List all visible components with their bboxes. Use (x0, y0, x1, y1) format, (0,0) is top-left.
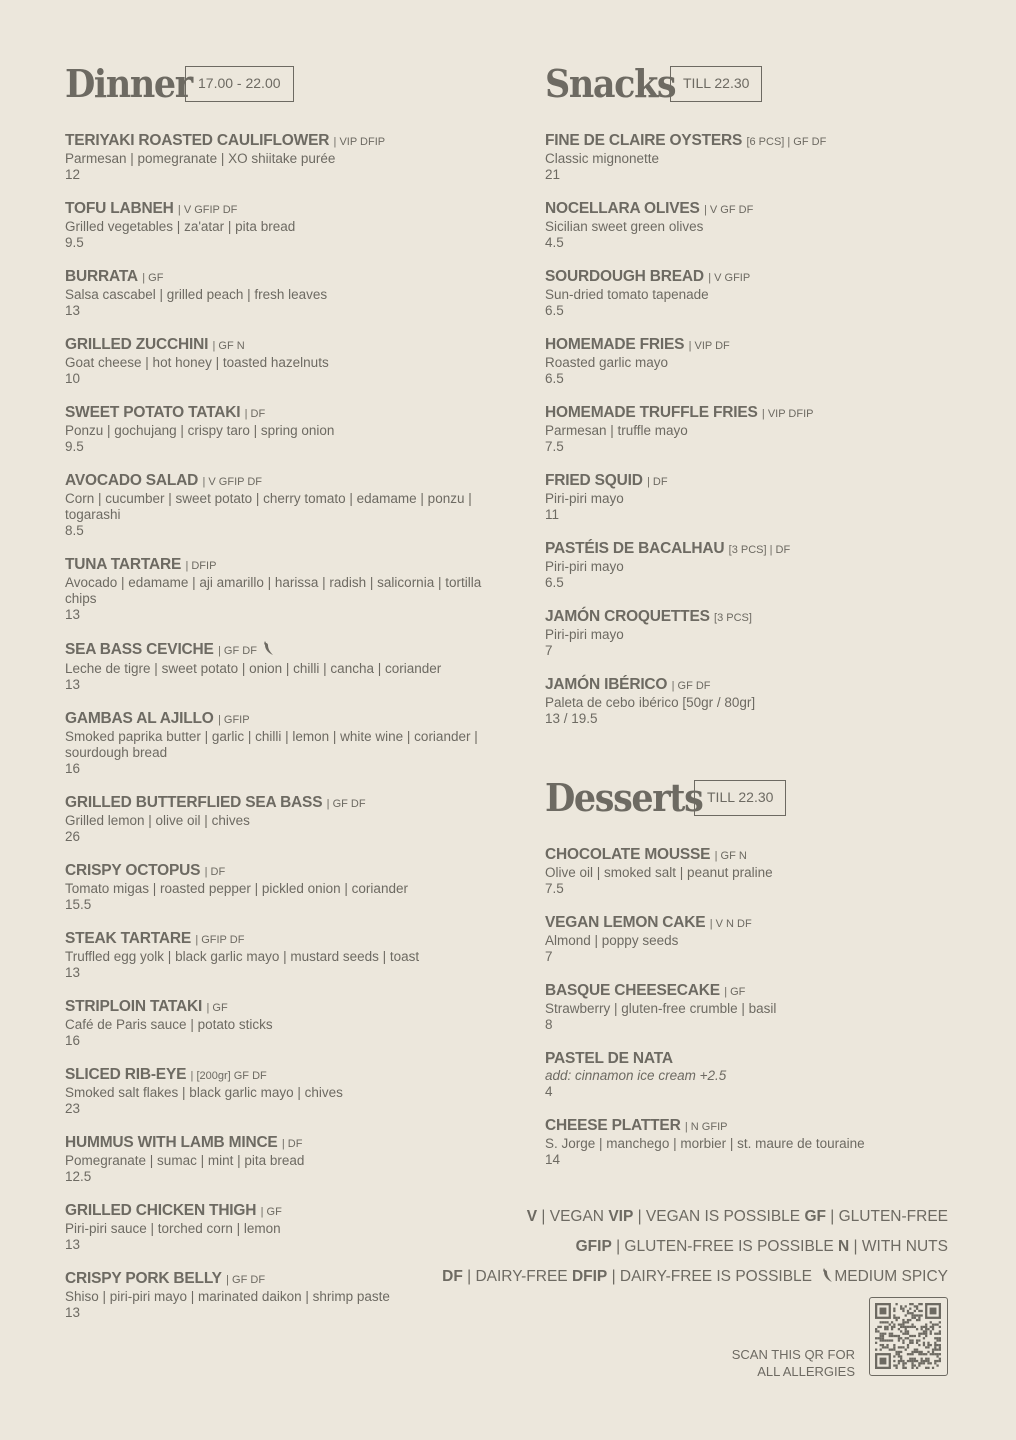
legend-v-code: V (526, 1208, 538, 1225)
menu-item-name: JAMÓN CROQUETTES (545, 608, 710, 625)
menu-item-description: Sicilian sweet green olives (545, 219, 704, 234)
menu-item-name: GRILLED BUTTERFLIED SEA BASS (65, 794, 323, 811)
menu-item-description: Grilled lemon | olive oil | chives (65, 813, 250, 828)
menu-item-description: Almond | poppy seeds (545, 933, 679, 948)
menu-item-tags: | VIP DF (688, 340, 730, 352)
menu-item (545, 1050, 965, 1100)
menu-item (65, 132, 485, 183)
menu-item-name: GRILLED CHICKEN THIGH (65, 1202, 257, 1219)
menu-item-name: FINE DE CLAIRE OYSTERS (545, 132, 743, 149)
menu-item-description: Parmesan | pomegranate | XO shiitake purée (65, 151, 336, 166)
menu-item-description: Tomato migas | roasted pepper | pickled onion | coriander (65, 881, 408, 896)
desserts-title: Desserts (545, 775, 703, 820)
menu-item (545, 404, 965, 455)
dinner-section (65, 62, 485, 1338)
menu-item-title (65, 862, 485, 881)
menu-item (545, 982, 965, 1033)
menu-item-tags: | V GFIP DF (202, 476, 262, 488)
menu-item-description: Café de Paris sauce | potato sticks (65, 1017, 273, 1032)
menu-item-tags: | GF (724, 986, 746, 998)
menu-item-description: Piri-piri mayo (545, 491, 624, 506)
menu-item-note: add: cinnamon ice cream +2.5 (545, 1068, 727, 1083)
menu-item (65, 998, 485, 1049)
menu-item-tags: | V GFIP (708, 272, 751, 284)
menu-item (65, 268, 485, 319)
menu-item-price: 7.5 (545, 881, 564, 896)
menu-item-title (545, 914, 965, 933)
menu-item-name: STRIPLOIN TATAKI (65, 998, 203, 1015)
menu-item-title (65, 710, 485, 729)
menu-item-name: VEGAN LEMON CAKE (545, 914, 706, 931)
menu-item-title (545, 1050, 965, 1068)
legend-spicy-text: MEDIUM SPICY (834, 1268, 948, 1285)
menu-item-title (545, 982, 965, 1001)
menu-item-description: Pomegranate | sumac | mint | pita bread (65, 1153, 305, 1168)
menu-item-title (65, 404, 485, 423)
menu-item-name: SWEET POTATO TATAKI (65, 404, 241, 421)
menu-item-title (545, 200, 965, 219)
menu-item-tags: | V GFIP DF (177, 204, 238, 216)
menu-item-title (545, 608, 965, 627)
menu-item-description: Corn | cucumber | sweet potato | cherry tomato | edamame | ponzu | togarashi (65, 491, 472, 522)
qr-block (731, 1297, 948, 1379)
menu-item-description: Shiso | piri-piri mayo | marinated daikon | shrimp paste (65, 1289, 390, 1304)
qr-code[interactable] (869, 1297, 948, 1376)
menu-item-name: STEAK TARTARE (65, 930, 191, 947)
menu-item-price: 12 (65, 167, 81, 182)
menu-item-title (65, 930, 485, 949)
menu-item-description: Piri-piri mayo (545, 627, 624, 642)
menu-item-tags: | V N DF (709, 918, 752, 930)
menu-item-tags: | GFIP DF (195, 934, 245, 946)
menu-item-tags: | DF (204, 866, 226, 878)
legend-line-3 (442, 1262, 948, 1294)
menu-item-price: 16 (65, 761, 81, 776)
menu-item-price: 13 (65, 1237, 81, 1252)
menu-item-tags: | GF N (714, 850, 747, 862)
menu-item (65, 710, 485, 777)
menu-item-description: Ponzu | gochujang | crispy taro | spring onion (65, 423, 335, 438)
snacks-items (545, 132, 965, 727)
menu-item (545, 676, 965, 727)
menu-item-name: GRILLED ZUCCHINI (65, 336, 209, 353)
legend-v-text: | VEGAN (537, 1208, 609, 1225)
menu-item-tags: | GFIP (217, 714, 250, 726)
menu-item-title (65, 998, 485, 1017)
menu-item (65, 200, 485, 251)
menu-item-tags: | GF DF (326, 798, 366, 810)
menu-item (545, 268, 965, 319)
menu-item-tags: | GF DF (226, 1274, 266, 1286)
menu-item-title (65, 794, 485, 813)
menu-item (545, 132, 965, 183)
snacks-time-badge: TILL 22.30 (670, 66, 762, 102)
menu-item (65, 336, 485, 387)
menu-item-price: 12.5 (65, 1169, 92, 1184)
menu-item (65, 1270, 485, 1321)
menu-item-name: CHEESE PLATTER (545, 1117, 681, 1134)
menu-item-description: Goat cheese | hot honey | toasted hazelnuts (65, 355, 329, 370)
menu-item-tags: | N GFIP (684, 1121, 728, 1133)
menu-item-tags: | DF (281, 1138, 303, 1150)
menu-item-description: S. Jorge | manchego | morbier | st. maure de touraine (545, 1136, 865, 1151)
menu-item-description: Smoked paprika butter | garlic | chilli | lemon | white wine | coriander | sourdough bread (65, 729, 478, 760)
menu-item-title (545, 268, 965, 287)
menu-item-tags: | GF N (212, 340, 245, 352)
menu-item-tags: | VIP DFIP (333, 136, 386, 148)
menu-item-description: Truffled egg yolk | black garlic mayo | mustard seeds | toast (65, 949, 420, 964)
menu-item (65, 404, 485, 455)
menu-item (65, 794, 485, 845)
legend-df-code: DF (442, 1268, 463, 1285)
menu-item-title (65, 1270, 485, 1289)
menu-item (65, 1134, 485, 1185)
menu-item (65, 1202, 485, 1253)
menu-item-tags: | GF (260, 1206, 282, 1218)
menu-item (545, 1117, 965, 1168)
chili-pepper-icon (820, 1264, 834, 1294)
desserts-items (545, 846, 965, 1168)
dinner-title: Dinner (65, 61, 192, 106)
menu-item-title (65, 640, 485, 661)
menu-item-name: TOFU LABNEH (65, 200, 174, 217)
desserts-section (545, 776, 965, 1185)
qr-code-icon (875, 1303, 941, 1369)
menu-item-title (545, 540, 965, 559)
menu-item-price: 8 (545, 1017, 553, 1032)
dinner-header (65, 62, 485, 106)
menu-item-description: Classic mignonette (545, 151, 660, 166)
menu-item-description: Paleta de cebo ibérico [50gr / 80gr] (545, 695, 756, 710)
legend-n-text: | WITH NUTS (849, 1238, 948, 1255)
qr-caption-line-1: SCAN THIS QR FOR (731, 1347, 855, 1362)
menu-item-title (65, 200, 485, 219)
menu-item-title (65, 1134, 485, 1153)
menu-item-tags: | GF (142, 272, 164, 284)
menu-item-description: Piri-piri sauce | torched corn | lemon (65, 1221, 281, 1236)
menu-item-title (545, 336, 965, 355)
menu-item-description: Leche de tigre | sweet potato | onion | chilli | cancha | coriander (65, 661, 442, 676)
menu-item (545, 846, 965, 897)
desserts-time-badge: TILL 22.30 (694, 780, 786, 816)
menu-item-name: CRISPY PORK BELLY (65, 1270, 222, 1287)
menu-item-price: 9.5 (65, 439, 84, 454)
legend-gfip-code: GFIP (575, 1238, 612, 1255)
dinner-items (65, 132, 485, 1321)
menu-item (545, 200, 965, 251)
menu-item-price: 11 (545, 507, 560, 522)
menu-item-price: 13 (65, 303, 81, 318)
menu-item-name: FRIED SQUID (545, 472, 643, 489)
menu-item-description: Avocado | edamame | aji amarillo | harissa | radish | salicornia | tortilla chips (65, 575, 482, 606)
legend-df-text: | DAIRY-FREE (462, 1268, 572, 1285)
menu-item-price: 23 (65, 1101, 81, 1116)
menu-item-name: TERIYAKI ROASTED CAULIFLOWER (65, 132, 330, 149)
menu-item-name: GAMBAS AL AJILLO (65, 710, 214, 727)
legend-dfip-code: DFIP (571, 1268, 608, 1285)
legend-dfip-text: | DAIRY-FREE IS POSSIBLE (607, 1268, 817, 1285)
menu-item-name: HOMEMADE FRIES (545, 336, 685, 353)
legend-line-1 (442, 1202, 948, 1232)
menu-item-title (545, 132, 965, 151)
menu-item-price: 13 / 19.5 (545, 711, 598, 726)
menu-item-tags: [3 PCS] | DF (728, 544, 791, 556)
menu-item-tags: | DF (244, 408, 266, 420)
menu-item-price: 6.5 (545, 371, 564, 386)
menu-item-tags: | GF DF (218, 645, 257, 657)
menu-item-price: 13 (65, 607, 81, 622)
menu-item-price: 26 (65, 829, 81, 844)
qr-caption (732, 1346, 855, 1380)
legend-gfip-text: | GLUTEN-FREE IS POSSIBLE (611, 1238, 839, 1255)
snacks-title: Snacks (545, 61, 676, 106)
menu-item-title (545, 1117, 965, 1136)
menu-item-price: 6.5 (545, 575, 564, 590)
menu-item-price: 7 (545, 949, 553, 964)
menu-item-price: 4 (545, 1084, 553, 1099)
menu-item-price: 7.5 (545, 439, 564, 454)
menu-item-tags: | DF (647, 476, 668, 488)
menu-item-title (545, 472, 965, 491)
menu-item-title (65, 268, 485, 287)
menu-item-description: Piri-piri mayo (545, 559, 624, 574)
menu-item-tags: | VIP DFIP (761, 408, 814, 420)
menu-item-tags: | GF (206, 1002, 228, 1014)
menu-item-description: Sun-dried tomato tapenade (545, 287, 709, 302)
menu-item-name: SEA BASS CEVICHE (65, 641, 214, 658)
menu-item-tags: | DFIP (185, 560, 217, 572)
menu-item-title (545, 846, 965, 865)
menu-item-description: Olive oil | smoked salt | peanut praline (545, 865, 773, 880)
menu-item-title (65, 1066, 485, 1085)
menu-item-tags: | [200gr] GF DF (190, 1070, 267, 1082)
snacks-section (545, 62, 965, 744)
allergen-legend (442, 1202, 948, 1294)
menu-item-name: CHOCOLATE MOUSSE (545, 846, 711, 863)
menu-item-price: 15.5 (65, 897, 92, 912)
menu-item-title (545, 676, 965, 695)
menu-item (65, 556, 485, 623)
menu-item-description: Strawberry | gluten-free crumble | basil (545, 1001, 777, 1016)
legend-gf-text: | GLUTEN-FREE (825, 1208, 948, 1225)
menu-item-name: BURRATA (65, 268, 138, 285)
menu-item (65, 1066, 485, 1117)
legend-gf-code: GF (804, 1208, 826, 1225)
menu-item (545, 914, 965, 965)
menu-item (65, 640, 485, 693)
menu-item-price: 16 (65, 1033, 81, 1048)
menu-item-title (65, 132, 485, 151)
menu-item-price: 14 (545, 1152, 561, 1167)
qr-caption-line-2: ALL ALLERGIES (757, 1364, 855, 1379)
menu-item-name: TUNA TARTARE (65, 556, 182, 573)
menu-item-name: CRISPY OCTOPUS (65, 862, 201, 879)
legend-line-2 (442, 1232, 948, 1262)
menu-item-price: 21 (545, 167, 561, 182)
dinner-time-badge: 17.00 - 22.00 (185, 66, 294, 102)
menu-item (545, 336, 965, 387)
menu-item (65, 862, 485, 913)
legend-vip-code: VIP (608, 1208, 634, 1225)
menu-item-description: Parmesan | truffle mayo (545, 423, 688, 438)
legend-n-code: N (838, 1238, 850, 1255)
menu-item-name: SLICED RIB-EYE (65, 1066, 187, 1083)
menu-item-name: SOURDOUGH BREAD (545, 268, 704, 285)
menu-item-description: Grilled vegetables | za'atar | pita bread (65, 219, 296, 234)
menu-item-price: 8.5 (65, 523, 84, 538)
menu-item (65, 472, 485, 539)
menu-item-title (65, 336, 485, 355)
menu-item (545, 472, 965, 523)
menu-item-name: HUMMUS WITH LAMB MINCE (65, 1134, 278, 1151)
menu-item (545, 608, 965, 659)
menu-item-tags: [3 PCS] (714, 612, 752, 624)
menu-item-price: 9.5 (65, 235, 84, 250)
menu-item-name: BASQUE CHEESECAKE (545, 982, 720, 999)
desserts-header (545, 776, 965, 820)
menu-item-title (545, 404, 965, 423)
menu-item-name: PASTÉIS DE BACALHAU (545, 540, 725, 557)
menu-item-name: NOCELLARA OLIVES (545, 200, 700, 217)
menu-item-price: 13 (65, 1305, 81, 1320)
snacks-header (545, 62, 965, 106)
menu-item (65, 930, 485, 981)
menu-item-tags: | GF DF (671, 680, 711, 692)
menu-item-title (65, 1202, 485, 1221)
menu-item-price: 7 (545, 643, 553, 658)
menu-item-tags: | V GF DF (704, 204, 754, 216)
menu-item-name: PASTEL DE NATA (545, 1050, 673, 1067)
menu-item-name: AVOCADO SALAD (65, 472, 199, 489)
menu-item-price: 4.5 (545, 235, 564, 250)
menu-item-title (65, 472, 485, 491)
menu-item-price: 10 (65, 371, 81, 386)
menu-item-description: Roasted garlic mayo (545, 355, 669, 370)
menu-item-price: 13 (65, 965, 81, 980)
menu-item-price: 6.5 (545, 303, 564, 318)
menu-item-tags: [6 PCS] | GF DF (746, 136, 827, 148)
menu-item-description: Salsa cascabel | grilled peach | fresh leaves (65, 287, 328, 302)
menu-item-description: Smoked salt flakes | black garlic mayo | chives (65, 1085, 343, 1100)
menu-item-name: HOMEMADE TRUFFLE FRIES (545, 404, 758, 421)
chili-pepper-icon (261, 640, 275, 661)
menu-item-title (65, 556, 485, 575)
menu-item (545, 540, 965, 591)
menu-item-name: JAMÓN IBÉRICO (545, 676, 668, 693)
menu-item-price: 13 (65, 677, 81, 692)
legend-vip-text: | VEGAN IS POSSIBLE (633, 1208, 805, 1225)
